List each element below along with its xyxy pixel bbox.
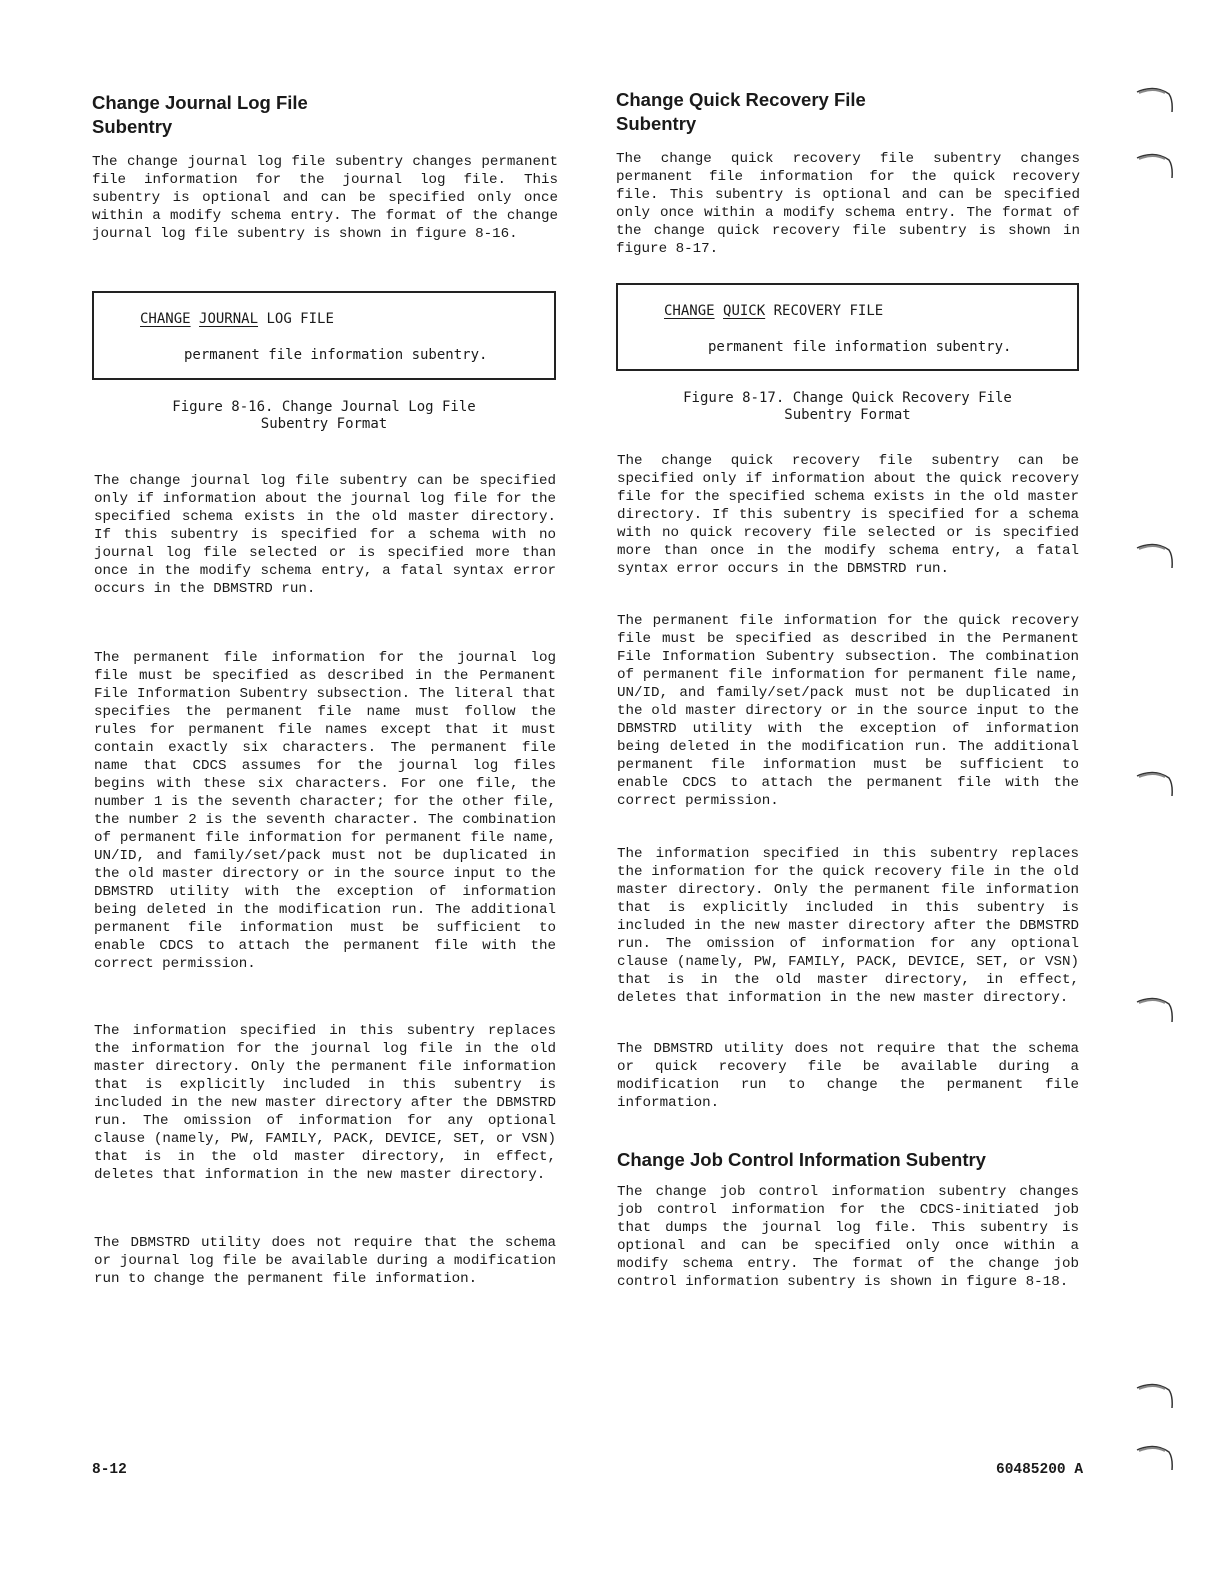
margin-mark-icon — [1135, 540, 1175, 570]
heading-line-2: Subentry — [92, 116, 173, 137]
keyword-quick: QUICK — [723, 303, 766, 319]
intro-paragraph: The change journal log file subentry changes permanent file information for the journal log file. This subentry is optional and can be specified only once within a modify schema entry. The format of the change journal log file subentry is shown in figure 8-16. — [92, 154, 558, 242]
paragraph: The information specified in this subentry replaces the information for the quick recovery file in the old master directory. Only the permanent file information that is explicitly included in this subentry is included in the new master directory after the DBMSTRD run. The omission of information for any optional clause (namely, PW, FAMILY, PACK, DEVICE, SET, or VSN) that is in the old master directory, in effect, deletes that information in the new master directory. — [617, 846, 1079, 1006]
syntax-line-2: permanent file information subentry. — [708, 339, 1012, 355]
margin-mark-icon — [1135, 1442, 1175, 1472]
syntax-line-2: permanent file information subentry. — [184, 347, 488, 363]
figure-8-17-box — [616, 283, 1079, 371]
margin-mark-icon — [1135, 1380, 1175, 1410]
caption-line-1: Figure 8-17. Change Quick Recovery File — [683, 390, 1012, 406]
keyword-change: CHANGE — [140, 311, 191, 327]
paragraph: The information specified in this subentry replaces the information for the journal log file in the old master directory. Only the permanent file information that is explicitly included in this subentry is included in the new master directory after the DBMSTRD run. The omission of information for any optional clause (namely, PW, FAMILY, PACK, DEVICE, SET, or VSN) that is in the old master directory, in effect, deletes that information in the new master directory. — [94, 1023, 556, 1183]
paragraph: The permanent file information for the journal log file must be specified as described in the Permanent File Information Subentry subsection. The literal that specifies the permanent file name must follow the rules for permanent file names except that it must contain exactly six characters. The permanent file name that CDCS assumes for the journal log files begins with these six characters. For one file, the number 1 is the seventh character; for the other file, the number 2 is the seventh character. The combination of permanent file information for permanent file name, UN/ID, and family/set/pack must not be duplicated in the old master directory or in the source input to the DBMSTRD utility with the exception of information being deleted in the modification run. The additional permanent file information must be sufficient to enable CDCS to attach the permanent file with the correct permission. — [94, 650, 556, 972]
keyword-rest: RECOVERY FILE — [773, 303, 884, 319]
margin-mark-icon — [1135, 768, 1175, 798]
margin-mark-icon — [1135, 994, 1175, 1024]
section-heading-journal-log — [92, 91, 558, 139]
paragraph: The DBMSTRD utility does not require that the schema or journal log file be available during a modification run to change the permanent file information. — [94, 1235, 556, 1287]
section-heading-quick-recovery — [616, 88, 1082, 136]
figure-8-16-box — [92, 291, 556, 380]
keyword-journal: JOURNAL — [199, 311, 259, 327]
keyword-rest: LOG FILE — [266, 311, 334, 327]
margin-mark-icon — [1135, 150, 1175, 180]
paragraph: The change quick recovery file subentry can be specified only if information about the quick recovery file for the specified schema exists in the old master directory. If this subentry is specified for a schema with no quick recovery file selected or is specified more than once in the modify schema entry, a fatal syntax error occurs in the DBMSTRD run. — [617, 453, 1079, 577]
syntax-line-1 — [140, 311, 334, 327]
heading-line-2: Subentry — [616, 113, 697, 134]
syntax-line-1 — [664, 303, 883, 319]
paragraph: The change journal log file subentry can be specified only if information about the journal log file for the specified schema exists in the old master directory. If this subentry is specified for a schema with no journal log file selected or is specified more than once in the modify schema entry, a fatal syntax error occurs in the DBMSTRD run. — [94, 473, 556, 597]
caption-line-1: Figure 8-16. Change Journal Log File — [172, 399, 476, 415]
left-column — [92, 88, 558, 243]
intro-paragraph: The change quick recovery file subentry changes permanent file information for the quick recovery file. This subentry is optional and can be specified only once within a modify schema entry. The format of the change quick recovery file subentry is shown in figure 8-17. — [616, 151, 1080, 257]
figure-8-16-caption — [92, 399, 556, 433]
keyword-change: CHANGE — [664, 303, 715, 319]
section-heading-job-control: Change Job Control Information Subentry — [617, 1149, 986, 1170]
caption-line-2: Subentry Format — [784, 407, 911, 423]
document-number: 60485200 A — [996, 1462, 1084, 1478]
heading-line-1: Change Quick Recovery File — [616, 89, 866, 110]
right-column — [616, 88, 1082, 258]
caption-line-2: Subentry Format — [260, 416, 388, 432]
margin-mark-icon — [1135, 84, 1175, 114]
paragraph: The DBMSTRD utility does not require that the schema or quick recovery file be available during a modification run to change the permanent file information. — [617, 1041, 1079, 1111]
heading-line-1: Change Journal Log File — [92, 92, 308, 113]
paragraph: The permanent file information for the quick recovery file must be specified as described in the Permanent File Information Subentry subsection. The combination of permanent file information for permanent file name, UN/ID, and family/set/pack must not be duplicated in the old master directory or in the source input to the DBMSTRD utility with the exception of information being deleted in the modification run. The additional permanent file information must be sufficient to enable CDCS to attach the permanent file with the correct permission. — [617, 613, 1079, 809]
figure-8-17-caption — [616, 390, 1079, 424]
page-number: 8-12 — [92, 1462, 127, 1478]
paragraph: The change job control information subentry changes job control information for the CDCS-initiated job that dumps the journal log file. This subentry is optional and can be specified only once within a modify schema entry. The format of the change job control information subentry is shown in figure 8-18. — [617, 1184, 1079, 1290]
